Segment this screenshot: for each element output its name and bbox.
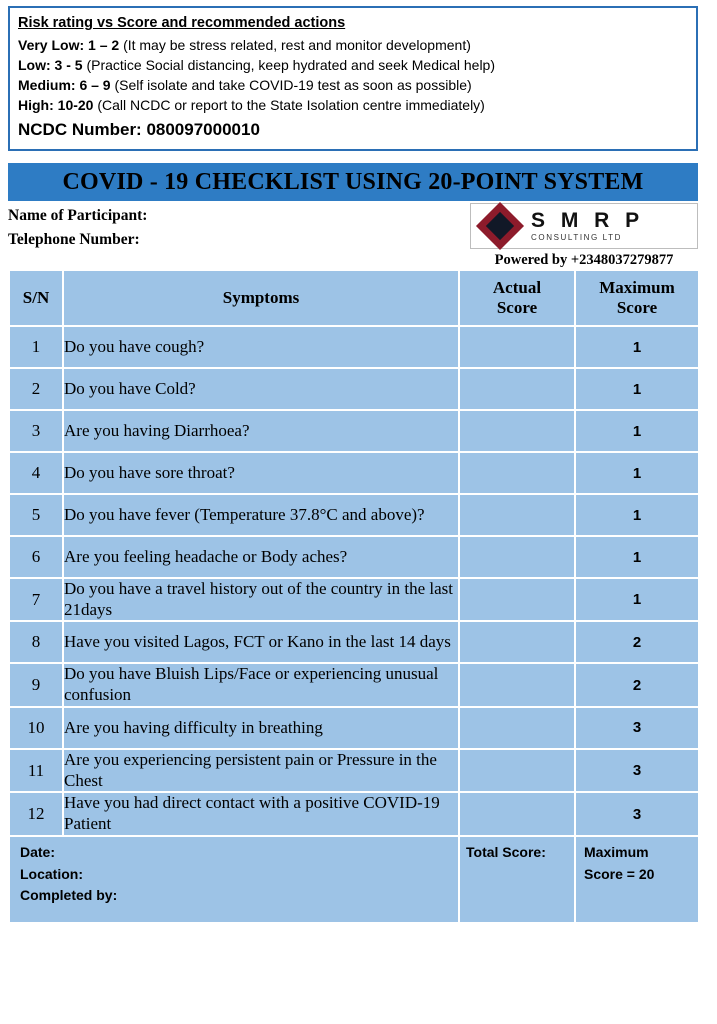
row-symptom: Are you feeling headache or Body aches? [63, 536, 459, 578]
row-maximum-score: 2 [575, 621, 699, 663]
table-row [9, 494, 699, 536]
table-row [9, 410, 699, 452]
row-sn: 12 [9, 792, 63, 835]
total-score-label: Total Score: [459, 836, 575, 923]
risk-score-very-low: 1 – 2 [88, 36, 120, 53]
row-sn: 11 [9, 749, 63, 792]
table-row [9, 707, 699, 749]
actual-score-line1: Actual [492, 278, 542, 298]
row-sn: 7 [9, 578, 63, 621]
ncdc-number: NCDC Number: 080097000010 [18, 119, 260, 139]
row-maximum-score: 1 [575, 452, 699, 494]
diamond-icon [476, 202, 524, 250]
participant-name-label: Name of Participant: [8, 207, 148, 224]
row-symptom: Do you have a travel history out of the country in the last 21days [63, 578, 459, 621]
row-symptom: Are you experiencing persistent pain or Pressure in the Chest [63, 749, 459, 792]
row-symptom: Do you have Bluish Lips/Face or experiencing unusual confusion [63, 663, 459, 706]
column-header-actual-score [459, 270, 575, 326]
actual-score-line2: Score [496, 298, 538, 317]
row-actual-score-input[interactable] [459, 621, 575, 663]
date-label: Date: [20, 843, 56, 860]
row-sn: 5 [9, 494, 63, 536]
row-sn: 8 [9, 621, 63, 663]
row-actual-score-input[interactable] [459, 326, 575, 368]
row-sn: 3 [9, 410, 63, 452]
row-actual-score-input[interactable] [459, 368, 575, 410]
risk-action-medium: (Self isolate and take COVID-19 test as soon as possible) [114, 77, 472, 94]
row-maximum-score: 1 [575, 578, 699, 621]
risk-label-very-low: Very Low: [18, 36, 85, 53]
row-maximum-score: 2 [575, 663, 699, 706]
row-actual-score-input[interactable] [459, 578, 575, 621]
row-maximum-score: 3 [575, 792, 699, 835]
risk-line-very-low [18, 35, 688, 55]
row-actual-score-input[interactable] [459, 452, 575, 494]
row-sn: 4 [9, 452, 63, 494]
logo-brand: S M R P [531, 209, 645, 232]
row-symptom: Do you have Cold? [63, 368, 459, 410]
footer-meta-fields[interactable] [9, 836, 459, 923]
risk-action-low: (Practice Social distancing, keep hydrated and seek Medical help) [86, 56, 496, 73]
table-row [9, 663, 699, 706]
table-row [9, 749, 699, 792]
participant-block [8, 204, 448, 252]
risk-score-medium: 6 – 9 [79, 77, 111, 94]
row-sn: 2 [9, 368, 63, 410]
powered-by-text: Powered by +2348037279877 [494, 252, 674, 268]
maximum-total-line2: Score = 20 [584, 865, 655, 882]
participant-phone-label: Telephone Number: [8, 231, 140, 249]
row-maximum-score: 3 [575, 707, 699, 749]
row-actual-score-input[interactable] [459, 663, 575, 706]
risk-label-low: Low: [18, 56, 51, 73]
row-symptom: Have you had direct contact with a positive COVID-19 Patient [63, 792, 459, 835]
table-footer [9, 836, 699, 923]
footer-row [9, 836, 699, 923]
table-row [9, 536, 699, 578]
risk-rating-title: Risk rating vs Score and recommended actions [18, 15, 346, 31]
row-maximum-score: 3 [575, 749, 699, 792]
maximum-total-line1: Maximum [584, 843, 649, 860]
document-title-bar [8, 163, 698, 201]
row-actual-score-input[interactable] [459, 536, 575, 578]
column-header-sn: S/N [9, 270, 63, 326]
table-row [9, 326, 699, 368]
table-row [9, 792, 699, 835]
row-maximum-score: 1 [575, 326, 699, 368]
smrp-logo [470, 203, 698, 249]
risk-action-high: (Call NCDC or report to the State Isolation centre immediately) [97, 97, 485, 114]
logo-subtitle: CONSULTING LTD [531, 233, 622, 242]
row-sn: 10 [9, 707, 63, 749]
row-sn: 9 [9, 663, 63, 706]
checklist-table [8, 269, 700, 924]
row-symptom: Do you have cough? [63, 326, 459, 368]
table-row [9, 621, 699, 663]
maximum-score-line2: Score [616, 298, 658, 317]
row-actual-score-input[interactable] [459, 792, 575, 835]
maximum-total-score [575, 836, 699, 923]
row-maximum-score: 1 [575, 494, 699, 536]
risk-rating-box [8, 6, 698, 151]
column-header-symptoms: Symptoms [63, 270, 459, 326]
location-label: Location: [20, 865, 83, 882]
page-title: COVID - 19 CHECKLIST USING 20-POINT SYSTEM [62, 168, 644, 195]
row-maximum-score: 1 [575, 410, 699, 452]
column-header-maximum-score [575, 270, 699, 326]
row-maximum-score: 1 [575, 368, 699, 410]
risk-label-medium: Medium: [18, 77, 76, 94]
logo-text [531, 210, 644, 242]
risk-line-medium [18, 75, 688, 95]
table-row [9, 452, 699, 494]
risk-line-low [18, 55, 688, 75]
risk-score-low: 3 - 5 [54, 56, 83, 73]
row-actual-score-input[interactable] [459, 410, 575, 452]
row-actual-score-input[interactable] [459, 749, 575, 792]
completed-by-label: Completed by: [20, 887, 118, 904]
table-body [9, 326, 699, 836]
row-sn: 6 [9, 536, 63, 578]
maximum-score-line1: Maximum [599, 278, 675, 298]
table-row [9, 368, 699, 410]
table-header-row [9, 270, 699, 326]
row-actual-score-input[interactable] [459, 494, 575, 536]
row-sn: 1 [9, 326, 63, 368]
row-maximum-score: 1 [575, 536, 699, 578]
row-symptom: Are you having difficulty in breathing [63, 707, 459, 749]
risk-score-high: 10-20 [57, 97, 94, 114]
risk-label-high: High: [18, 97, 54, 114]
risk-line-high [18, 95, 688, 115]
risk-action-very-low: (It may be stress related, rest and monitor development) [123, 36, 471, 53]
row-symptom: Do you have fever (Temperature 37.8°C and above)? [63, 494, 459, 536]
row-symptom: Have you visited Lagos, FCT or Kano in the last 14 days [63, 621, 459, 663]
row-actual-score-input[interactable] [459, 707, 575, 749]
row-symptom: Are you having Diarrhoea? [63, 410, 459, 452]
logo-block [470, 203, 698, 269]
table-row [9, 578, 699, 621]
row-symptom: Do you have sore throat? [63, 452, 459, 494]
